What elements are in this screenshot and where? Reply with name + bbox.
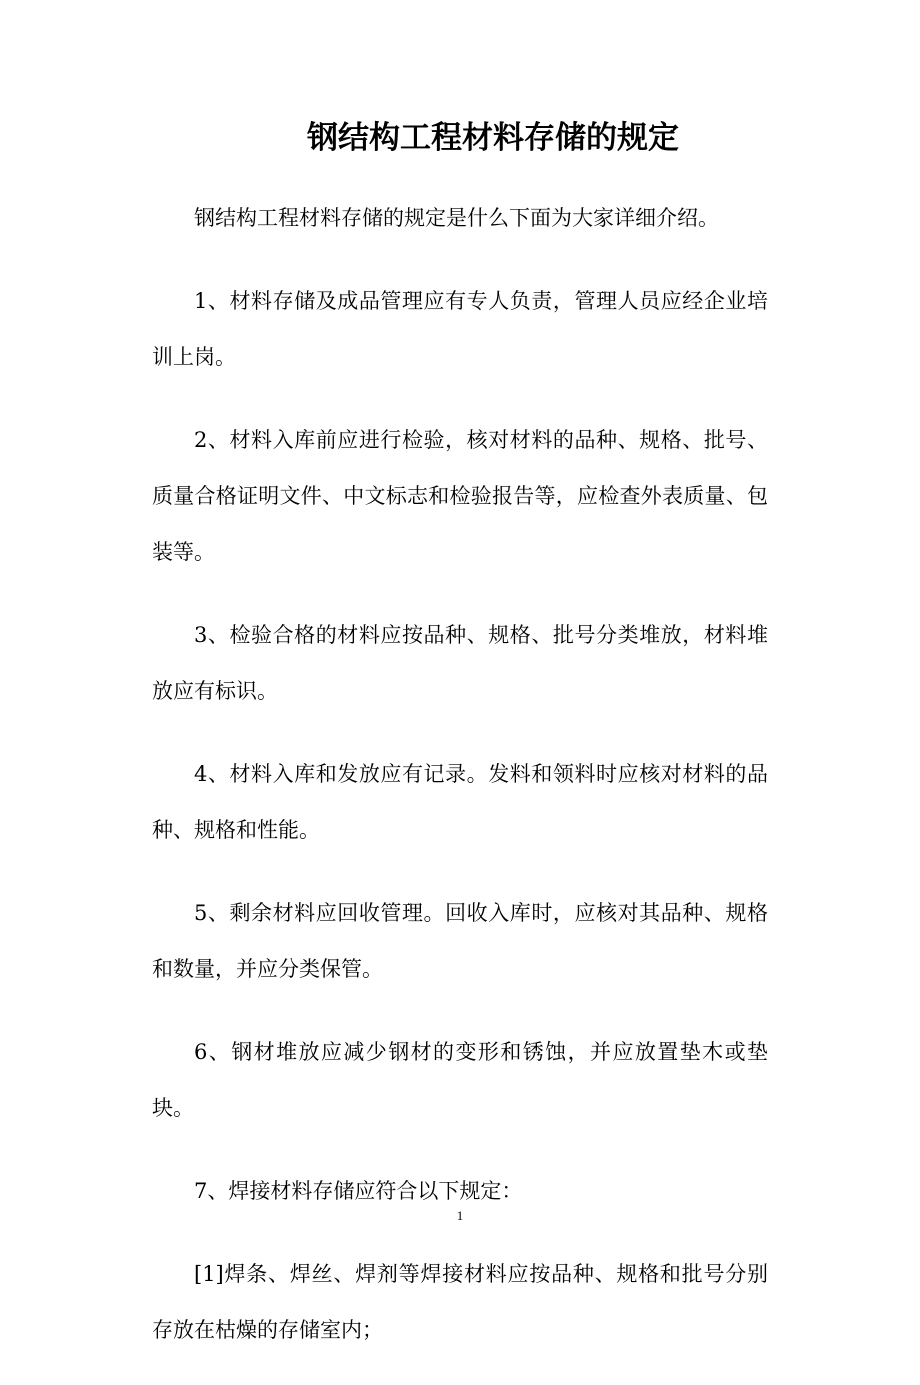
paragraph-item-5: 5、剩余材料应回收管理。回收入库时，应核对其品种、规格和数量，并应分类保管。: [152, 901, 768, 981]
paragraph-item-1: 1、材料存储及成品管理应有专人负责，管理人员应经企业培训上岗。: [152, 289, 768, 369]
paragraph-item-7: 7、焊接材料存储应符合以下规定：: [194, 1179, 523, 1203]
paragraph-item-4: 4、材料入库和发放应有记录。发料和领料时应核对材料的品种、规格和性能。: [152, 762, 768, 842]
paragraph-item-6: 6、钢材堆放应减少钢材的变形和锈蚀，并应放置垫木或垫块。: [152, 1040, 768, 1120]
paragraph-subitem-1: [1]焊条、焊丝、焊剂等焊接材料应按品种、规格和批号分别存放在枯燥的存储室内；: [152, 1262, 768, 1342]
paragraph-item-2: 2、材料入库前应进行检验，核对材料的品种、规格、批号、质量合格证明文件、中文标志和检验报告等，应检查外表质量、包装等。: [152, 428, 768, 564]
paragraph-item-3: 3、检验合格的材料应按品种、规格、批号分类堆放，材料堆放应有标识。: [152, 623, 768, 703]
page-title: 钢结构工程材料存储的规定: [307, 120, 679, 156]
page-number: 1: [456, 1208, 464, 1223]
intro-paragraph: 钢结构工程材料存储的规定是什么下面为大家详细介绍。: [194, 206, 719, 230]
